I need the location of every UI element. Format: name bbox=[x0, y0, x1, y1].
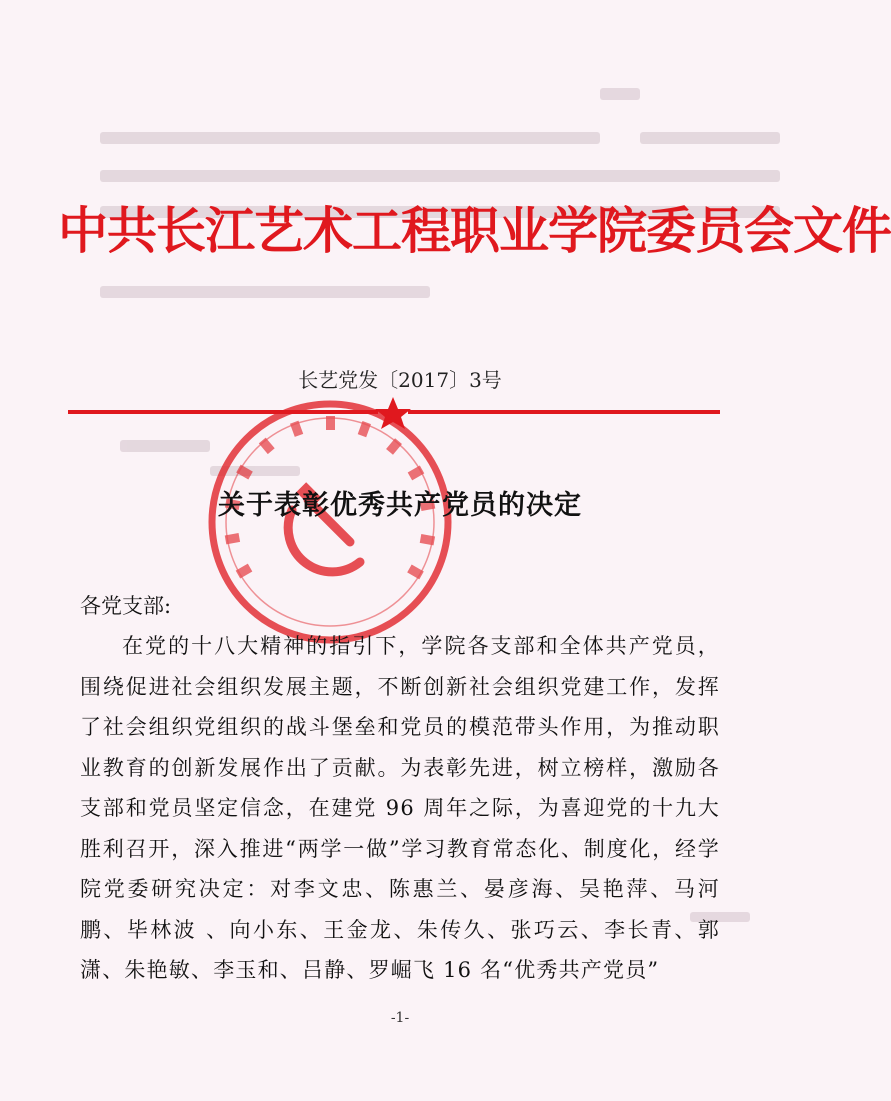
document-number: 长艺党发〔2017〕3号 bbox=[298, 368, 502, 392]
document-header-title: 中共长江艺术工程职业学院委员会文件 bbox=[58, 201, 891, 260]
page-number: -1- bbox=[390, 1010, 410, 1026]
document-title: 关于表彰优秀共产党员的决定 bbox=[218, 490, 582, 521]
body-paragraph: 在党的十八大精神的指引下，学院各支部和全体共产党员，围绕促进社会组织发展主题，不断创新社会组织党建工作，发挥了社会组织党组织的战斗堡垒和党员的模范带头作用，为推动职业教育的创新发展作出了贡献。为表彰先进，树立榜样，激励各支部和党员坚定信念，在建党 96 周年之际，为喜迎党的十九大胜利召开，深入推进“两学一做”学习教育常态化、制度化，经学院党委研究决定：对李文忠、陈惠兰、晏彦海、吴艳萍、马河鹏、毕林波 、向小东、王金龙、朱传久、张巧云、李长青、郭潇、朱艳敏、李玉和、吕静、罗崛飞 16 名“优秀共产党员” bbox=[80, 634, 720, 982]
salutation: 各党支部: bbox=[80, 594, 172, 618]
